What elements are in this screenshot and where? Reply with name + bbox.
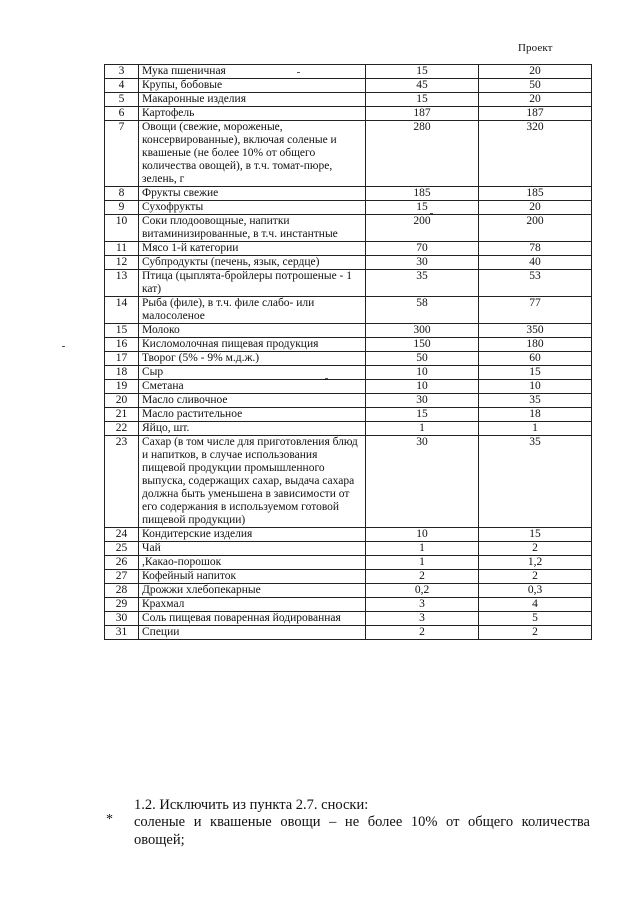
product-name: Овощи (свежие, мороженые, консервированные), включая соленые и квашеные (не более 10% от общего количества овощей), в т.ч. томат-пюре, зелень, г [139, 121, 366, 187]
table-row [105, 436, 592, 528]
row-number: 13 [105, 270, 139, 297]
table-row [105, 422, 592, 436]
row-number: 20 [105, 394, 139, 408]
product-name: Кондитерские изделия [139, 528, 366, 542]
norm-value-1: 187 [366, 107, 479, 121]
table-row [105, 626, 592, 640]
product-name: Специи [139, 626, 366, 640]
table-row [105, 366, 592, 380]
product-name: Макаронные изделия [139, 93, 366, 107]
norm-value-1: 50 [366, 352, 479, 366]
table-row [105, 612, 592, 626]
norm-value-2: 18 [479, 408, 592, 422]
row-number: 8 [105, 187, 139, 201]
product-name: Субпродукты (печень, язык, сердце) [139, 256, 366, 270]
table-row [105, 215, 592, 242]
norm-value-2: 10 [479, 380, 592, 394]
row-number: 9 [105, 201, 139, 215]
table-row [105, 270, 592, 297]
norm-value-2: 15 [479, 528, 592, 542]
norm-value-1: 0,2 [366, 584, 479, 598]
table-row [105, 93, 592, 107]
norm-value-2: 35 [479, 436, 592, 528]
row-number: 19 [105, 380, 139, 394]
product-name: Мясо 1-й категории [139, 242, 366, 256]
table-row [105, 65, 592, 79]
row-number: 10 [105, 215, 139, 242]
norm-value-2: 0,3 [479, 584, 592, 598]
product-name: Кисломолочная пищевая продукция [139, 338, 366, 352]
table-row [105, 201, 592, 215]
table-row [105, 408, 592, 422]
scan-speck [325, 378, 328, 379]
table-row [105, 598, 592, 612]
norm-value-2: 4 [479, 598, 592, 612]
norm-value-1: 2 [366, 570, 479, 584]
product-name: Сахар (в том числе для приготовления блюд и напитков, в случае использования пищевой продукции промышленного выпуска, содержащих сахар, выдача сахара должна быть уменьшена в зависимости от его содержания в используемом готовой пищевой продукции) [139, 436, 366, 528]
draft-label: Проект [518, 42, 553, 54]
norm-value-2: 1 [479, 422, 592, 436]
norm-value-2: 1,2 [479, 556, 592, 570]
product-name: Крупы, бобовые [139, 79, 366, 93]
norm-value-1: 280 [366, 121, 479, 187]
norm-value-2: 15 [479, 366, 592, 380]
table-row [105, 297, 592, 324]
row-number: 27 [105, 570, 139, 584]
norm-value-2: 200 [479, 215, 592, 242]
footnote-text: соленые и квашеные овощи – не более 10% от общего количества овощей; [134, 814, 590, 848]
product-name: Фрукты свежие [139, 187, 366, 201]
table-row [105, 556, 592, 570]
product-name: Кофейный напиток [139, 570, 366, 584]
product-name: Молоко [139, 324, 366, 338]
norm-value-2: 320 [479, 121, 592, 187]
food-norms-table [104, 64, 592, 640]
table-row [105, 528, 592, 542]
norm-value-2: 78 [479, 242, 592, 256]
norm-value-2: 2 [479, 542, 592, 556]
product-name: Сметана [139, 380, 366, 394]
norm-value-2: 35 [479, 394, 592, 408]
row-number: 31 [105, 626, 139, 640]
table-row [105, 570, 592, 584]
table-row [105, 584, 592, 598]
product-name: Соль пищевая поваренная йодированная [139, 612, 366, 626]
product-name: Чай [139, 542, 366, 556]
norm-value-1: 2 [366, 626, 479, 640]
norm-value-1: 1 [366, 542, 479, 556]
row-number: 18 [105, 366, 139, 380]
table-row [105, 79, 592, 93]
row-number: 5 [105, 93, 139, 107]
norm-value-2: 180 [479, 338, 592, 352]
table-row [105, 352, 592, 366]
footnote-asterisk: * [106, 812, 113, 827]
row-number: 12 [105, 256, 139, 270]
norm-value-2: 2 [479, 626, 592, 640]
norm-value-1: 1 [366, 556, 479, 570]
row-number: 30 [105, 612, 139, 626]
row-number: 6 [105, 107, 139, 121]
row-number: 7 [105, 121, 139, 187]
norm-value-2: 60 [479, 352, 592, 366]
product-name: Птица (цыплята-бройлеры потрошеные - 1 кат) [139, 270, 366, 297]
scan-speck [62, 346, 65, 347]
norm-value-1: 58 [366, 297, 479, 324]
food-norms-table-body [105, 65, 592, 640]
row-number: 14 [105, 297, 139, 324]
amendment-paragraph: 1.2. Исключить из пункта 2.7. сноски: [134, 797, 369, 813]
norm-value-1: 35 [366, 270, 479, 297]
norm-value-1: 70 [366, 242, 479, 256]
product-name: Яйцо, шт. [139, 422, 366, 436]
norm-value-2: 53 [479, 270, 592, 297]
row-number: 28 [105, 584, 139, 598]
norm-value-2: 50 [479, 79, 592, 93]
norm-value-1: 1 [366, 422, 479, 436]
row-number: 22 [105, 422, 139, 436]
row-number: 17 [105, 352, 139, 366]
norm-value-1: 150 [366, 338, 479, 352]
norm-value-1: 10 [366, 528, 479, 542]
table-row [105, 380, 592, 394]
product-name: Сухофрукты [139, 201, 366, 215]
norm-value-2: 20 [479, 201, 592, 215]
row-number: 4 [105, 79, 139, 93]
table-row [105, 242, 592, 256]
norm-value-2: 40 [479, 256, 592, 270]
row-number: 21 [105, 408, 139, 422]
product-name: Дрожжи хлебопекарные [139, 584, 366, 598]
product-name: Соки плодоовощные, напитки витаминизированные, в т.ч. инстантные [139, 215, 366, 242]
row-number: 16 [105, 338, 139, 352]
norm-value-2: 2 [479, 570, 592, 584]
norm-value-1: 10 [366, 380, 479, 394]
norm-value-1: 30 [366, 256, 479, 270]
row-number: 15 [105, 324, 139, 338]
table-row [105, 187, 592, 201]
norm-value-1: 15 [366, 65, 479, 79]
norm-value-2: 20 [479, 65, 592, 79]
product-name: Масло сливочное [139, 394, 366, 408]
norm-value-2: 350 [479, 324, 592, 338]
product-name: Масло растительное [139, 408, 366, 422]
norm-value-1: 300 [366, 324, 479, 338]
product-name: Сыр [139, 366, 366, 380]
norm-value-2: 187 [479, 107, 592, 121]
norm-value-2: 77 [479, 297, 592, 324]
row-number: 11 [105, 242, 139, 256]
row-number: 29 [105, 598, 139, 612]
row-number: 24 [105, 528, 139, 542]
norm-value-1: 3 [366, 598, 479, 612]
product-name: Картофель [139, 107, 366, 121]
product-name: Рыба (филе), в т.ч. филе слабо- или малосоленое [139, 297, 366, 324]
row-number: 25 [105, 542, 139, 556]
norm-value-1: 45 [366, 79, 479, 93]
table-row [105, 324, 592, 338]
norm-value-1: 10 [366, 366, 479, 380]
table-row [105, 394, 592, 408]
product-name: ,Какао-порошок [139, 556, 366, 570]
scan-speck [297, 72, 300, 73]
norm-value-2: 5 [479, 612, 592, 626]
product-name: Творог (5% - 9% м.д.ж.) [139, 352, 366, 366]
norm-value-1: 30 [366, 394, 479, 408]
norm-value-2: 20 [479, 93, 592, 107]
norm-value-2: 185 [479, 187, 592, 201]
norm-value-1: 3 [366, 612, 479, 626]
norm-value-1: 15 [366, 201, 479, 215]
norm-value-1: 15 [366, 408, 479, 422]
norm-value-1: 185 [366, 187, 479, 201]
row-number: 23 [105, 436, 139, 528]
norm-value-1: 15 [366, 93, 479, 107]
product-name: Мука пшеничная [139, 65, 366, 79]
product-name: Крахмал [139, 598, 366, 612]
row-number: 26 [105, 556, 139, 570]
table-row [105, 256, 592, 270]
scan-speck [430, 213, 433, 214]
table-row [105, 121, 592, 187]
norm-value-1: 200 [366, 215, 479, 242]
table-row [105, 542, 592, 556]
norm-value-1: 30 [366, 436, 479, 528]
table-row [105, 338, 592, 352]
table-row [105, 107, 592, 121]
row-number: 3 [105, 65, 139, 79]
